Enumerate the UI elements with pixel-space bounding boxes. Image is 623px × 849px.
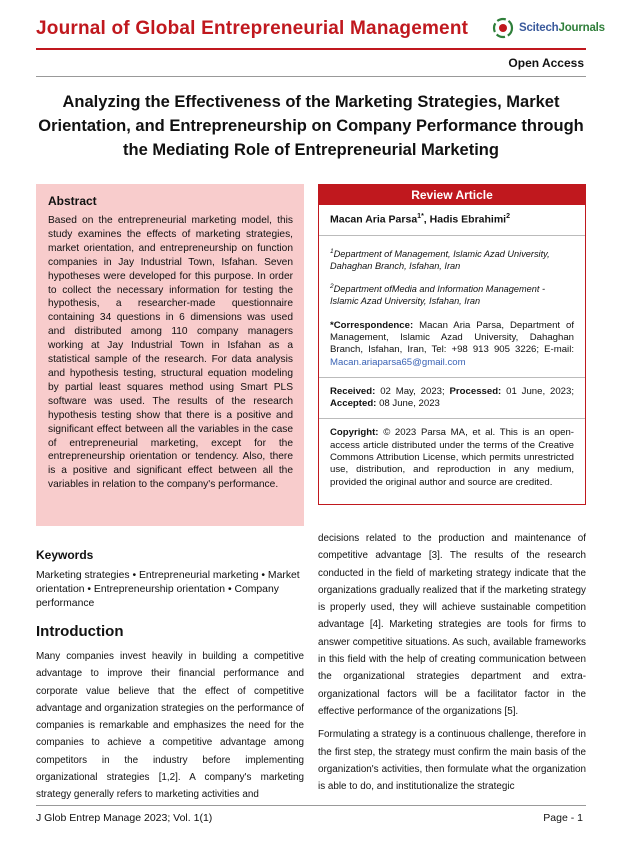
header-rule [36, 48, 586, 50]
author-name: Macan Aria Parsa [330, 213, 418, 226]
abstract-heading: Abstract [48, 194, 97, 208]
article-info-box [318, 184, 586, 505]
publisher-logo-icon [492, 17, 514, 39]
author-affiliation-mark: 2 [506, 213, 510, 220]
keywords-list: Marketing strategies • Entrepreneurial marketing • Market orientation • Entrepreneurship orientation • Company performance [36, 570, 300, 609]
authors-divider [319, 235, 585, 236]
copyright-notice: Copyright: © 2023 Parsa MA, et al. This is an open-access article distributed under the terms of the Creative Commons Attribution License, which permits unrestricted use, distribution, and reproduction in any medium, provided the original author and source are credited. [330, 427, 574, 488]
article-type-label: Review Article [319, 185, 585, 205]
abstract-text: Based on the entrepreneurial marketing model, this study examines the effects of marketing strategies, market orientation, and entrepreneurship on function companies in Jay Industrial Town, Isfahan. Seven hypotheses were developed for this purpose. In order to collect the necessary information for testing the hypothesis, a researcher-made questionnaire containing 34 questions in 6 dimensions was used and distributed among 110 company managers working at Jay Industrial Town in Isfahan as a statistical sample of the research. For data analysis and hypothesis testing, structural equation modeling by partial least squares method using Smart PLS software was used. The results of the research hypothesis testing show that there is a positive and significant effect between all the variables in the case of entrepreneurial marketing, except for the entrepreneurship orientation or tendency. Also, there is a positive and significant effect between all the variables in relation to the company's performance. [48, 215, 293, 491]
publisher-logo-text: ScitechJournals [519, 22, 605, 34]
journal-title: Journal of Global Entrepreneurial Management [36, 18, 469, 39]
section-divider [319, 377, 585, 378]
affiliation: $^1$Department of Management, Islamic Azad University, Dahaghan Branch, Isfahan, Iran [330, 247, 550, 272]
footer-rule [36, 805, 586, 806]
affiliation: $^2$Department ofMedia and Information Management - Islamic Azad University, Isfahan, Iran [330, 282, 546, 307]
body-text-column-2 [318, 530, 586, 795]
author-affiliation-mark: 1* [417, 213, 424, 220]
body-paragraph: decisions related to the production and maintenance of competitive advantage [3]. The results of the research conducted in the field of marketing strategy indicate that the organizations gradually realized that if the marketing strategy is properly used, they will achieve sustainable competition advantage [4]. Marketing strategies are tools for firms to answer competitive situations. As such, available frameworks in this field with the help of creating communication between the organizational strategies department and extra-organizational factors will be a facilitator factor in the effective performance of the organizations [5]. [318, 533, 586, 717]
page-number: Page - 1 [543, 812, 583, 824]
abstract-box [36, 184, 304, 526]
introduction-text: Many companies invest heavily in building a competitive advantage to improve their financial performance and corporate value believe that the effect of competitive advantage and organization strategies on the performance of companies is remarkable and emphasizes the need for the companies to achieve a competitive advantage among competitors in the industry before implementing organizational strategies [1,2]. A company's marketing strategy generally refers to marketing activities and [36, 651, 304, 801]
introduction-heading: Introduction [36, 623, 124, 640]
section-divider [319, 418, 585, 419]
title-divider [36, 76, 586, 77]
author-list: Macan Aria Parsa$^{1*}$, Hadis Ebrahimi$^2$ [330, 213, 510, 226]
publisher-logo [492, 17, 605, 39]
article-title: Analyzing the Effectiveness of the Marketing Strategies, Market Orientation, and Entrepreneurship on Company Performance through the Mediating Role of Entrepreneurial Marketing [38, 93, 584, 159]
correspondence: *Correspondence: Macan Aria Parsa, Department of Management, Islamic Azad University, Dahaghan Branch, Isfahan, Iran, Tel: +98 913 905 3226; E-mail: Macan.ariaparsa65@gmail.com [330, 319, 574, 368]
footer-citation: J Glob Entrep Manage 2023; Vol. 1(1) [36, 812, 213, 824]
article-dates: Received: 02 May, 2023; Processed: 01 June, 2023; Accepted: 08 June, 2023 [330, 385, 574, 410]
email-link[interactable]: Macan.ariaparsa65@gmail.com [330, 356, 466, 368]
keywords-heading: Keywords [36, 548, 94, 562]
open-access-label: Open Access [508, 56, 584, 70]
body-paragraph: Formulating a strategy is a continuous challenge, therefore in the first step, the strategy must confirm the main basis of the organization's activities, then formulate what the organization is able to do, and institutionalize the strategic [318, 729, 586, 793]
author-name: Hadis Ebrahimi [429, 213, 507, 226]
